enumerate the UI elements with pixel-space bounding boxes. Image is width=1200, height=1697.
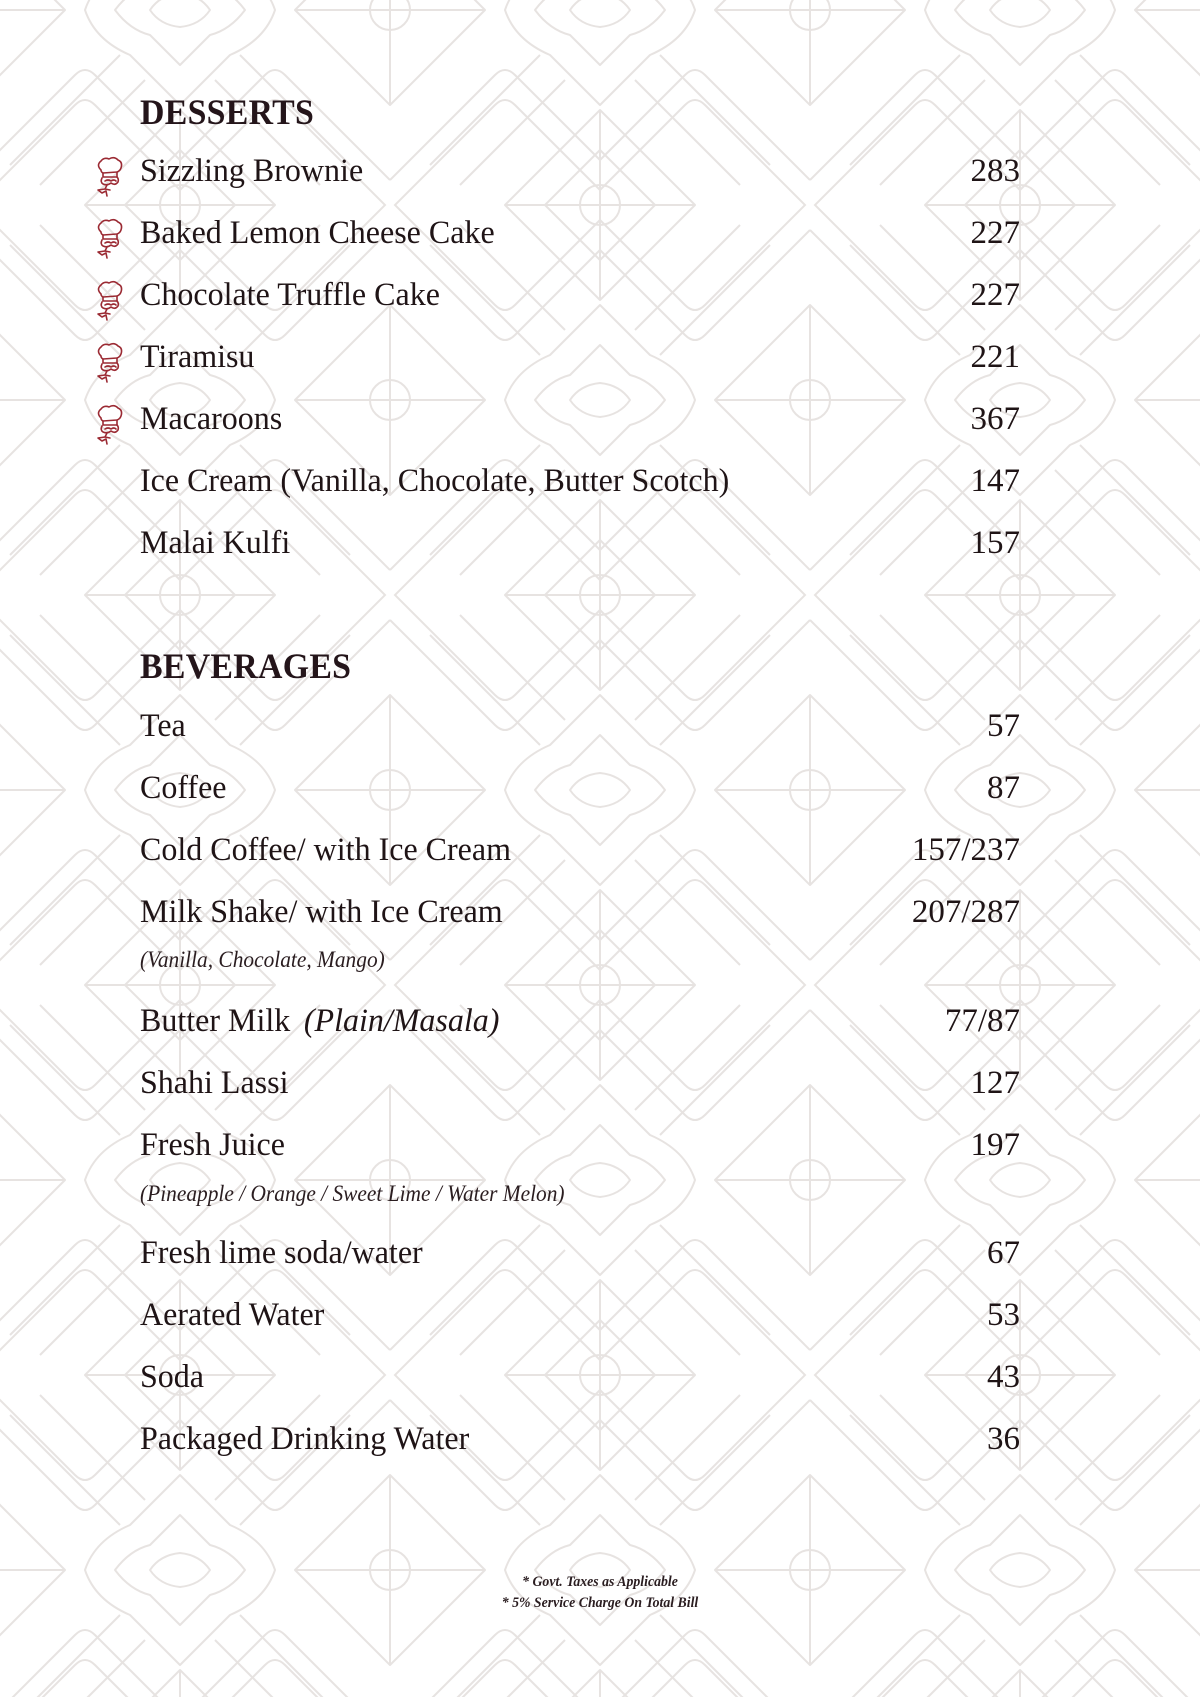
item-name: Packaged Drinking Water	[140, 1421, 470, 1457]
item-price: 53	[987, 1297, 1020, 1333]
item-price: 67	[987, 1235, 1020, 1271]
chef-special-icon	[92, 341, 126, 383]
footer-notes	[0, 1572, 1200, 1614]
menu-item	[140, 1233, 1020, 1273]
menu-item	[140, 151, 1020, 191]
item-price: 227	[970, 215, 1020, 251]
item-name: Ice Cream (Vanilla, Chocolate, Butter Scotch)	[140, 463, 730, 499]
item-note: (Vanilla, Chocolate, Mango)	[140, 947, 385, 972]
item-price: 367	[970, 401, 1020, 437]
item-name: Tea	[140, 708, 186, 744]
item-price: 207/287	[911, 894, 1020, 930]
item-name: Aerated Water	[140, 1297, 325, 1333]
chef-special-icon	[92, 279, 126, 321]
menu-item	[140, 1357, 1020, 1397]
item-price: 77/87	[944, 1003, 1020, 1039]
service-charge-note: * 5% Service Charge On Total Bill	[501, 1595, 699, 1611]
item-price: 87	[987, 770, 1020, 806]
item-price: 221	[970, 339, 1020, 375]
item-name: Chocolate Truffle Cake	[140, 277, 440, 313]
section-title-desserts: DESSERTS	[140, 92, 315, 132]
item-price: 147	[970, 463, 1020, 499]
item-price: 283	[970, 153, 1020, 189]
menu-item	[140, 213, 1020, 253]
menu-item	[140, 830, 1020, 870]
item-name: Baked Lemon Cheese Cake	[140, 215, 495, 251]
menu-item	[140, 1125, 1020, 1165]
item-price: 227	[970, 277, 1020, 313]
menu-item	[140, 1419, 1020, 1459]
item-price: 157/237	[911, 832, 1020, 868]
menu-item	[140, 275, 1020, 315]
item-name	[140, 1001, 499, 1041]
menu-item	[140, 1295, 1020, 1335]
item-price: 157	[970, 525, 1020, 561]
item-price: 197	[970, 1127, 1020, 1163]
menu-item	[140, 461, 1020, 501]
menu-item	[140, 1063, 1020, 1103]
item-name: Soda	[140, 1359, 205, 1395]
item-name: Fresh lime soda/water	[140, 1235, 423, 1271]
item-name: Macaroons	[140, 401, 283, 437]
menu-item	[140, 892, 1020, 932]
item-price: 43	[987, 1359, 1020, 1395]
item-name-text: Butter Milk	[140, 1003, 291, 1039]
tax-note: * Govt. Taxes as Applicable	[522, 1574, 678, 1590]
menu-item	[140, 399, 1020, 439]
item-name: Coffee	[140, 770, 227, 806]
item-inline-note: (Plain/Masala)	[303, 1003, 500, 1039]
section-title-beverages: BEVERAGES	[140, 646, 352, 686]
item-name: Tiramisu	[140, 339, 255, 375]
item-name: Malai Kulfi	[140, 525, 291, 561]
item-price: 57	[987, 708, 1020, 744]
item-price: 36	[987, 1421, 1020, 1457]
chef-special-icon	[92, 403, 126, 445]
item-name: Shahi Lassi	[140, 1065, 289, 1101]
chef-special-icon	[92, 155, 126, 197]
item-note: (Pineapple / Orange / Sweet Lime / Water Melon)	[140, 1181, 565, 1206]
item-name: Milk Shake/ with Ice Cream	[140, 894, 503, 930]
menu-item	[140, 768, 1020, 808]
menu-item	[140, 1001, 1020, 1041]
chef-special-icon	[92, 217, 126, 259]
item-name: Fresh Juice	[140, 1127, 285, 1163]
menu-item	[140, 706, 1020, 746]
menu-item	[140, 523, 1020, 563]
menu-item	[140, 337, 1020, 377]
item-price: 127	[970, 1065, 1020, 1101]
item-name: Cold Coffee/ with Ice Cream	[140, 832, 511, 868]
item-name: Sizzling Brownie	[140, 153, 364, 189]
